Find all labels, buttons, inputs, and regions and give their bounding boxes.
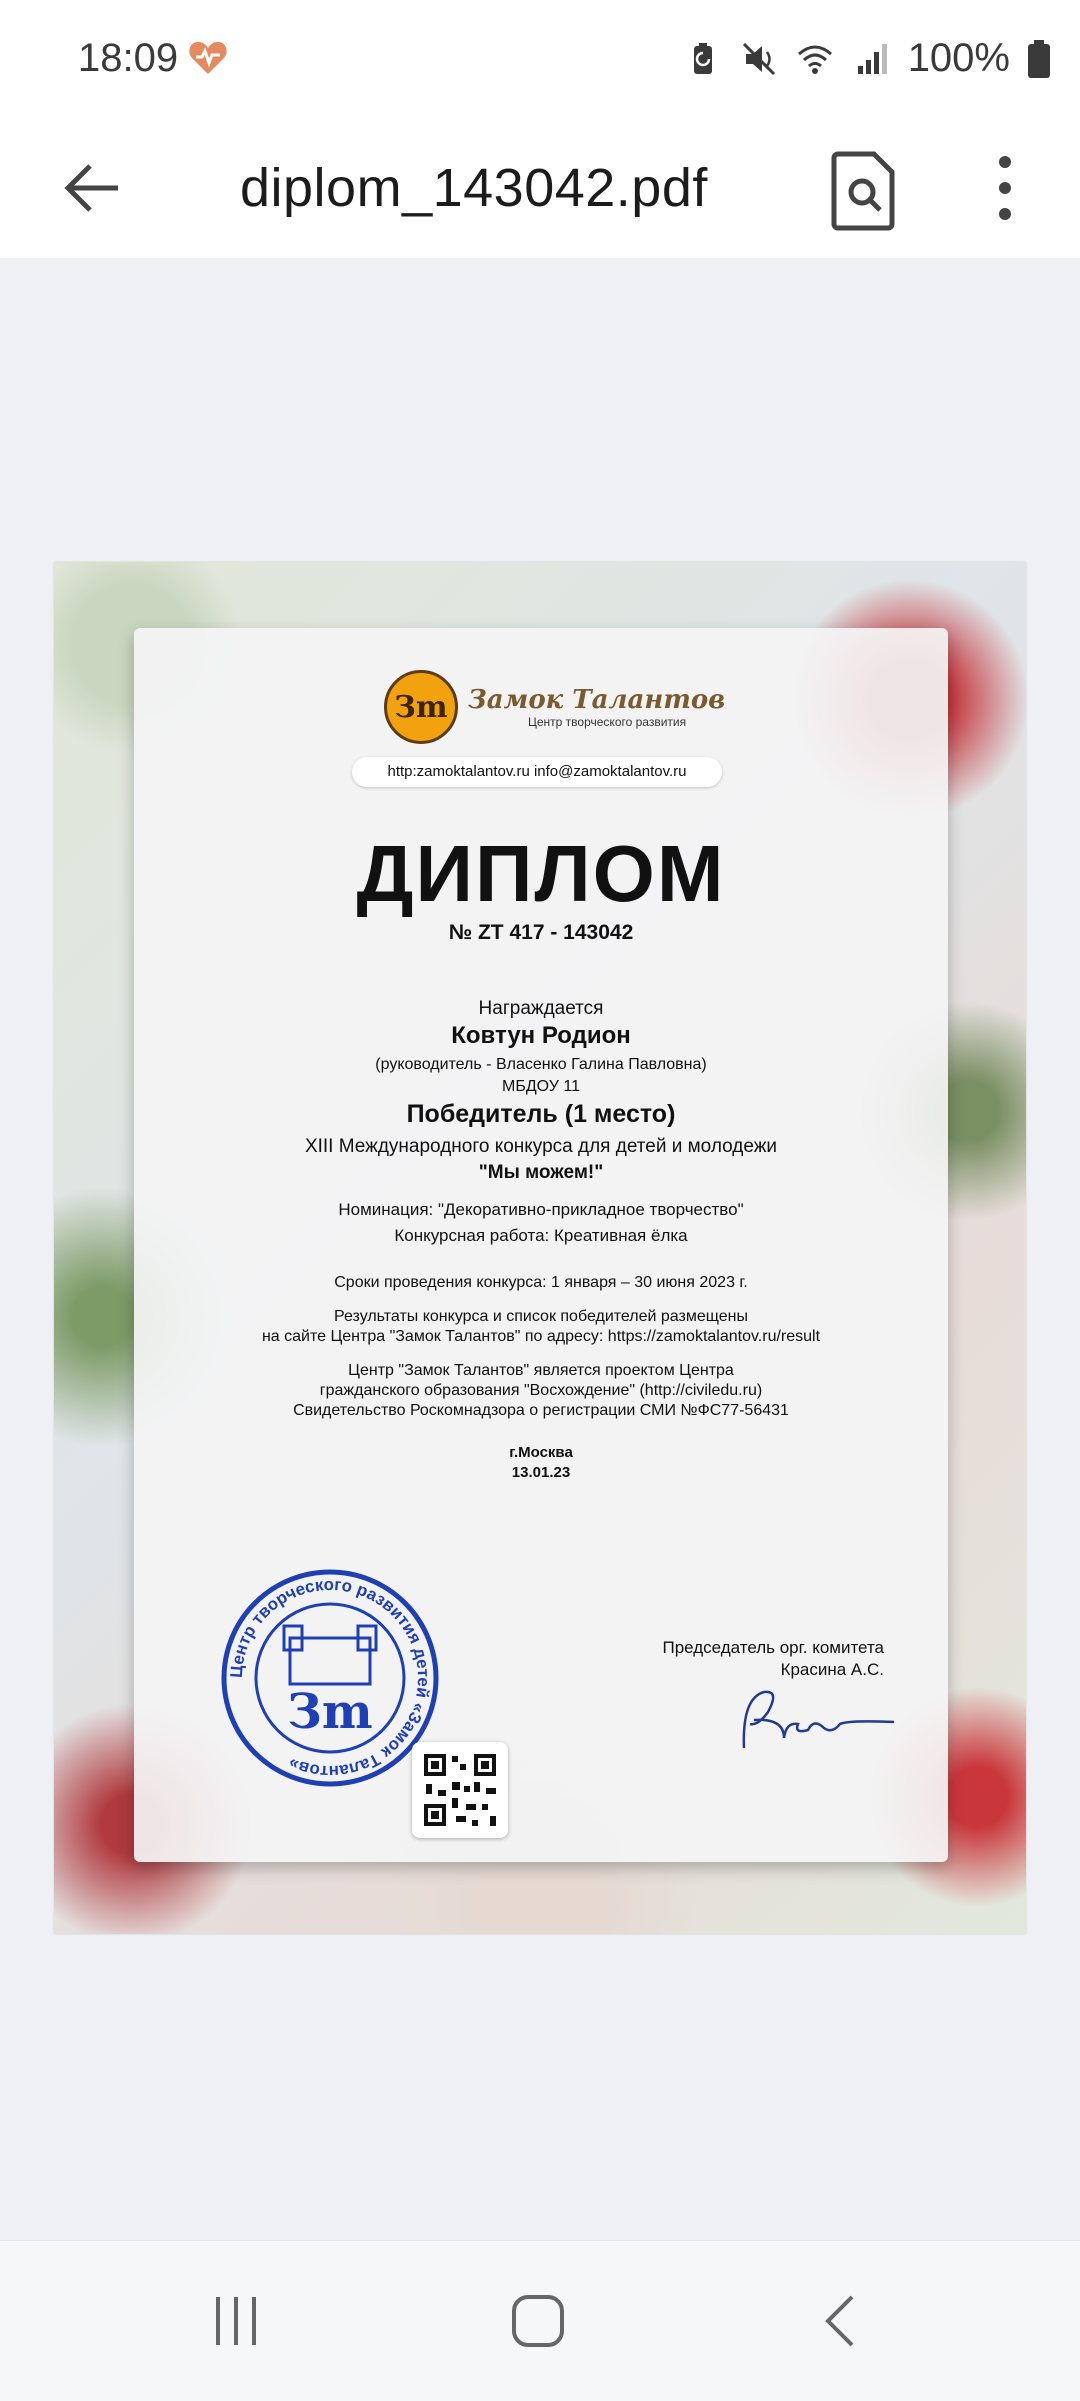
logo-name: Замок Талантов [468, 685, 726, 715]
signature [724, 1678, 904, 1768]
wifi-icon [796, 40, 834, 78]
navigation-bar [0, 2240, 1080, 2401]
organization-text: МБДОУ 11 [502, 1078, 580, 1095]
qr-code [412, 1742, 508, 1838]
awarded-label: Награждается [478, 998, 604, 1019]
home-icon[interactable] [508, 2291, 568, 2351]
signal-icon [852, 40, 890, 78]
results-text-2: на сайте Центра "Замок Талантов" по адресу: https://zamoktalantov.ru/result [261, 1328, 821, 1345]
battery-percent: 100% [907, 36, 1010, 80]
chair-title: Председатель орг. комитета [662, 1638, 884, 1657]
dates-text: Сроки проведения конкурса: 1 января – 30 июня 2023 г. [334, 1274, 748, 1291]
chair-block [614, 1638, 884, 1680]
heart-icon [188, 40, 228, 76]
project-text-1: Центр "Замок Талантов" является проектом Центра [348, 1362, 734, 1379]
place-text: Победитель (1 место) [406, 1100, 676, 1128]
nomination-text: Номинация: "Декоративно-прикладное творчество" [338, 1200, 744, 1219]
logo-mark: Зm [384, 670, 458, 744]
logo-subtitle: Центр творческого развития [528, 715, 687, 729]
diploma-number: № ZT 417 - 143042 [448, 921, 634, 944]
status-bar [0, 0, 1080, 118]
find-in-document-icon[interactable] [830, 140, 900, 236]
recent-apps-icon[interactable] [206, 2291, 266, 2351]
mute-icon [740, 40, 778, 78]
diploma-title: ДИПЛОМ [356, 829, 726, 918]
document-title: diplom_143042.pdf [240, 158, 708, 218]
battery-saver-icon [684, 40, 722, 78]
status-time: 18:09 [78, 36, 179, 80]
contact-links: http:zamoktalantov.ru info@zamoktalantov.ru [352, 757, 722, 787]
results-text-1: Результаты конкурса и список победителей размещены [334, 1308, 748, 1325]
contest-text: XIII Международного конкурса для детей и молодежи [304, 1136, 778, 1157]
back-icon[interactable] [812, 2291, 872, 2351]
contest-name: "Мы можем!" [478, 1162, 604, 1183]
back-arrow-icon[interactable] [60, 156, 124, 220]
battery-icon [1028, 40, 1050, 78]
recipient-name: Ковтун Родион [451, 1022, 631, 1049]
logo [384, 670, 725, 744]
work-text: Конкурсная работа: Креативная ёлка [394, 1226, 688, 1245]
date-text: 13.01.23 [511, 1464, 571, 1481]
stamp-mark: Зm [287, 1684, 373, 1740]
diploma-card [134, 628, 948, 1862]
stamp-seal [220, 1568, 440, 1788]
svg-text:Центр творческого развития дет [227, 1575, 433, 1781]
project-text-3: Свидетельство Роскомнадзора о регистрации СМИ №ФС77-56431 [293, 1402, 789, 1419]
more-vert-icon[interactable] [985, 148, 1025, 228]
pdf-page[interactable] [54, 562, 1026, 1934]
stamp-text: Центр творческого развития детей «Замок Талантов» [226, 1574, 434, 1782]
status-icons [684, 36, 1050, 81]
city-text: г.Москва [509, 1444, 573, 1461]
chair-name: Красина А.С. [780, 1660, 884, 1679]
project-text-2: гражданского образования "Восхождение" (http://civiledu.ru) [319, 1382, 763, 1399]
leader-text: (руководитель - Власенко Галина Павловна) [375, 1056, 707, 1073]
app-bar [0, 118, 1080, 260]
